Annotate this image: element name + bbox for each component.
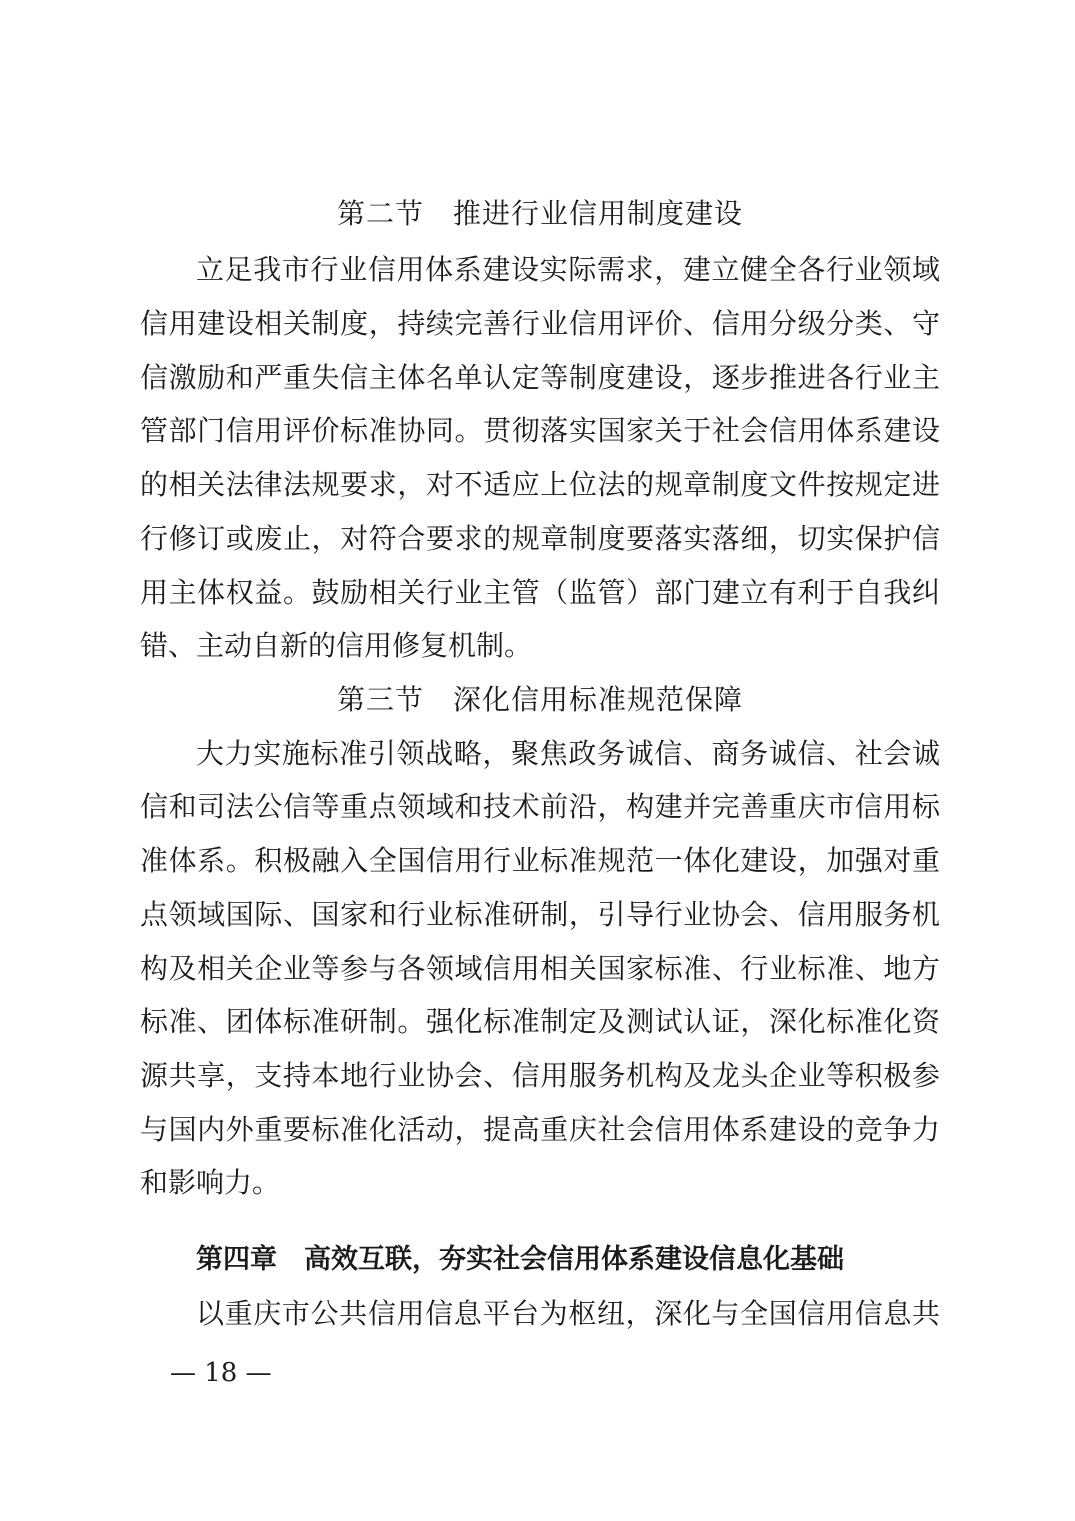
section-2-line-5: 的相关法律法规要求，对不适应上位法的规章制度文件按规定进 (140, 468, 940, 501)
page-number: — 18 — (170, 1358, 272, 1388)
section-2-line-4: 管部门信用评价标准协同。贯彻落实国家关于社会信用体系建设 (140, 414, 940, 447)
section-2-line-7: 用主体权益。鼓励相关行业主管（监管）部门建立有利于自我纠 (140, 576, 940, 609)
section-3-line-2: 信和司法公信等重点领域和技术前沿，构建并完善重庆市信用标 (140, 790, 940, 823)
section-2-line-8: 错、主动自新的信用修复机制。 (140, 629, 533, 662)
section-3-line-3: 准体系。积极融入全国信用行业标准规范一体化建设，加强对重 (140, 844, 940, 877)
section-3-line-4: 点领域国际、国家和行业标准研制，引导行业协会、信用服务机 (140, 898, 940, 931)
section-2-line-3: 信激励和严重失信主体名单认定等制度建设，逐步推进各行业主 (140, 361, 940, 394)
section-3-line-7: 源共享，支持本地行业协会、信用服务机构及龙头企业等积极参 (140, 1059, 940, 1092)
chapter-4-title: 第四章 高效互联，夯实社会信用体系建设信息化基础 (196, 1244, 844, 1275)
chapter-4-line-1: 以重庆市公共信用信息平台为枢纽，深化与全国信用信息共 (196, 1297, 940, 1330)
section-3-line-1: 大力实施标准引领战略，聚焦政务诚信、商务诚信、社会诚 (196, 737, 940, 770)
section-3-line-5: 构及相关企业等参与各领域信用相关国家标准、行业标准、地方 (140, 952, 940, 985)
section-3-title: 第三节 深化信用标准规范保障 (336, 683, 743, 716)
section-2-title: 第二节 推进行业信用制度建设 (336, 197, 743, 230)
section-3-line-6: 标准、团体标准研制。强化标准制定及测试认证，深化标准化资 (140, 1005, 940, 1038)
section-3-line-8: 与国内外重要标准化活动，提高重庆社会信用体系建设的竞争力 (140, 1113, 940, 1146)
section-2-line-1: 立足我市行业信用体系建设实际需求，建立健全各行业领域 (196, 253, 940, 286)
section-2-line-2: 信用建设相关制度，持续完善行业信用评价、信用分级分类、守 (140, 307, 940, 340)
section-2-line-6: 行修订或废止，对符合要求的规章制度要落实落细，切实保护信 (140, 522, 940, 555)
section-3-line-9: 和影响力。 (140, 1166, 281, 1199)
